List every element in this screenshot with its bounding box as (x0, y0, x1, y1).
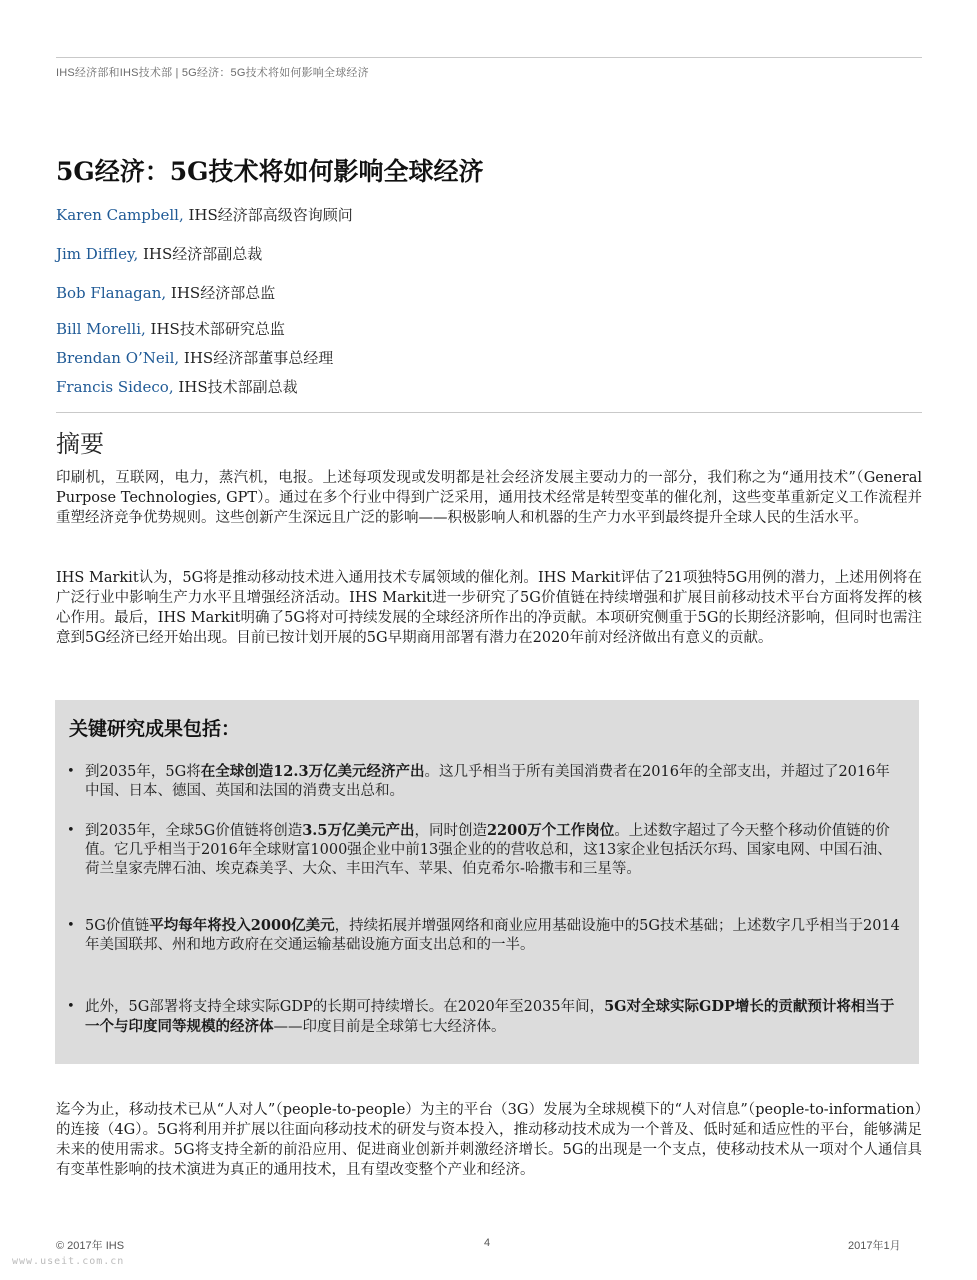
author-name: Bob Flanagan, (56, 284, 167, 302)
bullet-icon: • (67, 999, 75, 1014)
finding-text: 到2035年，全球5G价值链将创造3.5万亿美元产出，同时创造2200万个工作岗位。上述数字超过了今天整个移动价值链的价值。它几乎相当于2016年全球财富1000强企业中前13强企业的的营收总和，这13家企业包括沃尔玛、国家电网、中国石油、荷兰皇家壳牌石油、埃克森美孚、大众、丰田汽车、苹果、伯克希尔-哈撒韦和三星等。 (85, 822, 892, 877)
body-paragraph: IHS Markit认为，5G将是推动移动技术进入通用技术专属领域的催化剂。IHS Markit评估了21项独特5G用例的潜力，上述用例将在广泛行业中影响生产力水平且增强经济活动。IHS Markit进一步研究了5G价值链在持续增强和扩展目前移动技术平台方面将发挥的核心作用。最后，IHS Markit明确了5G将对可持续发展的全球经济所作出的净贡献。本项研究侧重于5G的长期经济影响，但同时也需注意到5G经济已经开始出现。目前已按计划开展的5G早期商用部署有潜力在2020年前对经济做出有意义的贡献。 (56, 570, 922, 646)
author-line (56, 206, 353, 225)
author-role: IHS技术部副总裁 (173, 378, 298, 396)
key-findings-title: 关键研究成果包括： (69, 718, 241, 740)
author-line (56, 245, 262, 264)
section-heading: 摘要 (56, 430, 104, 458)
finding-item (67, 916, 903, 955)
header-rule (56, 57, 922, 58)
author-name: Bill Morelli, (56, 320, 146, 338)
author-role: IHS经济部高级咨询顾问 (183, 206, 353, 224)
author-name: Brendan O’Neil, (56, 349, 180, 367)
bullet-icon: • (67, 764, 75, 779)
body-paragraph: 迄今为止，移动技术已从“人对人”（people-to-people）为主的平台（3G）发展为全球规模下的“人对信息”（people-to-information）的连接（4G）。5G将利用并扩展以往面向移动技术的研发与资本投入，推动移动技术成为一个普及、低时延和适应性的平台，能够满足未来的使用需求。5G将支持全新的前沿应用、促进商业创新并刺激经济增长。5G的出现是一个支点，使移动技术从一项对个人通信具有变革性影响的技术演进为真正的通用技术，且有望改变整个产业和经济。 (56, 1102, 922, 1178)
author-line (56, 284, 275, 303)
running-header: IHS经济部和IHS技术部 | 5G经济：5G技术将如何影响全球经济 (56, 67, 369, 79)
body-paragraph: 印刷机，互联网，电力，蒸汽机，电报。上述每项发现或发明都是社会经济发展主要动力的一部分，我们称之为“通用技术”（General Purpose Technologies, GPT）。通过在多个行业中得到广泛采用，通用技术经常是转型变革的催化剂，这些变革重新定义工作流程并重塑经济竞争优势规则。这些创新产生深远且广泛的影响——积极影响人和机器的生产力水平到最终提升全球人民的生活水平。 (56, 470, 922, 526)
author-line (56, 349, 333, 368)
author-role: IHS经济部总监 (166, 284, 276, 302)
finding-item (67, 762, 903, 801)
key-findings-box (55, 700, 919, 1064)
finding-text: 此外，5G部署将支持全球实际GDP的长期可持续增长。在2020年至2035年间，5G对全球实际GDP增长的贡献预计将相当于一个与印度同等规模的经济体——印度目前是全球第七大经济体。 (85, 998, 895, 1035)
section-rule (56, 412, 922, 413)
author-line (56, 320, 285, 339)
author-line (56, 378, 298, 397)
footer-date: 2017年1月 (848, 1240, 901, 1252)
bullet-icon: • (67, 918, 75, 933)
author-role: IHS经济部董事总经理 (179, 349, 334, 367)
author-name: Francis Sideco, (56, 378, 174, 396)
finding-text: 到2035年，5G将在全球创造12.3万亿美元经济产出。这几乎相当于所有美国消费者在2016年的全部支出，并超过了2016年中国、日本、德国、英国和法国的消费支出总和。 (85, 763, 890, 799)
author-role: IHS经济部副总裁 (138, 245, 263, 263)
watermark-text: www.useit.com.cn (12, 1256, 125, 1267)
page-title: 5G经济：5G技术将如何影响全球经济 (56, 157, 484, 186)
author-role: IHS技术部研究总监 (145, 320, 285, 338)
footer-page-number: 4 (484, 1237, 491, 1249)
finding-item (67, 997, 903, 1037)
finding-text: 5G价值链平均每年将投入2000亿美元，持续拓展并增强网络和商业应用基础设施中的5G技术基础；上述数字几乎相当于2014年美国联邦、州和地方政府在交通运输基础设施方面支出总和的一半。 (85, 917, 900, 953)
bullet-icon: • (67, 823, 75, 838)
author-name: Jim Diffley, (56, 245, 139, 263)
footer-copyright: © 2017年 IHS (56, 1240, 125, 1252)
finding-item (67, 821, 903, 879)
author-name: Karen Campbell, (56, 206, 184, 224)
